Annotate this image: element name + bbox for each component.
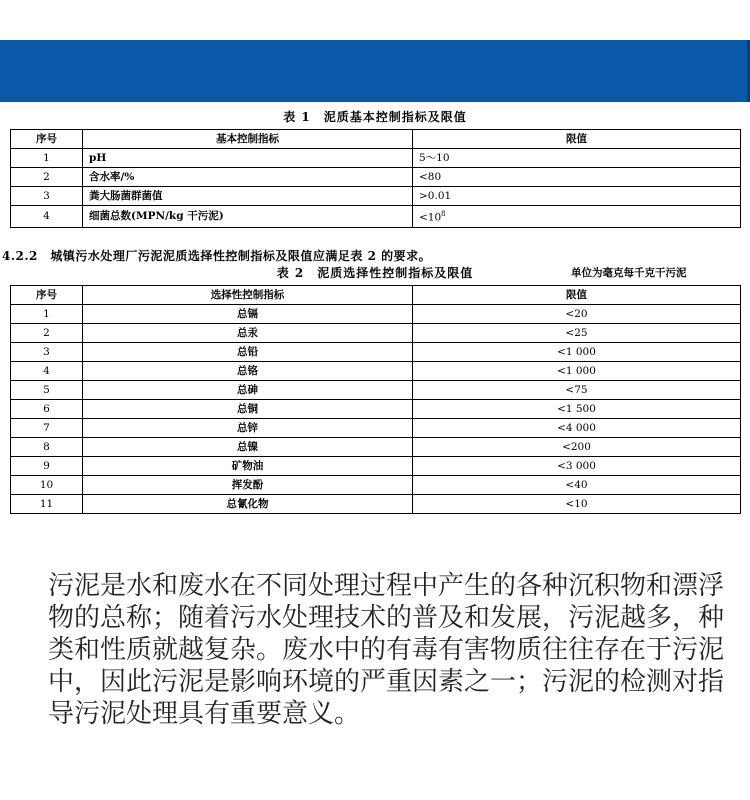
row-index: 5 — [11, 381, 83, 400]
table1-header-indicator: 基本控制指标 — [83, 130, 413, 149]
table-row — [11, 206, 741, 228]
row-indicator: 总镍 — [83, 438, 413, 457]
row-index: 2 — [11, 168, 83, 187]
table-row — [11, 343, 741, 362]
table2-caption: 表 2 泥质选择性控制指标及限值 — [276, 266, 474, 280]
row-index: 11 — [11, 495, 83, 514]
table-row — [11, 362, 741, 381]
table-row — [11, 168, 741, 187]
description-paragraph: 污泥是水和废水在不同处理过程中产生的各种沉积物和漂浮物的总称；随着污水处理技术的普及和发展，污泥越多，种类和性质就越复杂。废水中的有毒有害物质往往存在于污泥中，因此污泥是影响环境的严重因素之一；污泥的检测对指导污泥处理具有重要意义。 — [48, 571, 725, 729]
table1 — [10, 129, 741, 228]
row-limit: <1 000 — [413, 362, 741, 381]
table2-header-index: 序号 — [11, 286, 83, 305]
row-index: 1 — [11, 305, 83, 324]
table-row — [11, 305, 741, 324]
row-index: 3 — [11, 343, 83, 362]
row-indicator: 总镉 — [83, 305, 413, 324]
table1-header-index: 序号 — [11, 130, 83, 149]
row-limit: 5～10 — [413, 149, 741, 168]
row-index: 6 — [11, 400, 83, 419]
row-indicator: 总砷 — [83, 381, 413, 400]
table-row — [11, 495, 741, 514]
row-index: 4 — [11, 206, 83, 228]
row-indicator: 总铬 — [83, 362, 413, 381]
table-row — [11, 400, 741, 419]
table1-caption: 表 1 泥质基本控制指标及限值 — [283, 110, 467, 124]
row-limit: <3 000 — [413, 457, 741, 476]
header-banner — [0, 40, 750, 102]
row-limit: >0.01 — [413, 187, 741, 206]
row-limit: <4 000 — [413, 419, 741, 438]
row-indicator: 矿物油 — [83, 457, 413, 476]
limit-base: <10 — [419, 211, 442, 224]
row-limit: <10 — [413, 495, 741, 514]
row-index: 10 — [11, 476, 83, 495]
row-limit: <20 — [413, 305, 741, 324]
row-index: 2 — [11, 324, 83, 343]
table-row — [11, 149, 741, 168]
clause-text: 4.2.2 城镇污水处理厂污泥泥质选择性控制指标及限值应满足表 2 的要求。 — [2, 249, 432, 263]
row-indicator: 总汞 — [83, 324, 413, 343]
row-indicator: 粪大肠菌群菌值 — [83, 187, 413, 206]
table-row — [11, 438, 741, 457]
row-index: 8 — [11, 438, 83, 457]
row-limit: <1 000 — [413, 343, 741, 362]
table-row — [11, 381, 741, 400]
row-index: 1 — [11, 149, 83, 168]
row-limit — [413, 206, 741, 228]
row-index: 4 — [11, 362, 83, 381]
table2 — [10, 285, 741, 514]
table-row — [11, 457, 741, 476]
row-limit: <25 — [413, 324, 741, 343]
row-indicator: 细菌总数(MPN/kg 干污泥) — [83, 206, 413, 228]
table-row — [11, 187, 741, 206]
row-limit: <1 500 — [413, 400, 741, 419]
row-limit: <75 — [413, 381, 741, 400]
row-indicator: 总铜 — [83, 400, 413, 419]
row-indicator: 总铅 — [83, 343, 413, 362]
row-indicator: 总氰化物 — [83, 495, 413, 514]
row-indicator: 挥发酚 — [83, 476, 413, 495]
row-indicator: 含水率/% — [83, 168, 413, 187]
table2-unit: 单位为毫克每千克干污泥 — [571, 267, 687, 279]
row-indicator: pH — [83, 149, 413, 168]
table-row — [11, 419, 741, 438]
table1-header-row — [11, 130, 741, 149]
table-row — [11, 476, 741, 495]
limit-exponent: 8 — [441, 210, 446, 218]
row-indicator: 总锌 — [83, 419, 413, 438]
row-index: 7 — [11, 419, 83, 438]
table2-header-limit: 限值 — [413, 286, 741, 305]
row-index: 3 — [11, 187, 83, 206]
row-limit: <200 — [413, 438, 741, 457]
table2-header-indicator: 选择性控制指标 — [83, 286, 413, 305]
table1-header-limit: 限值 — [413, 130, 741, 149]
row-limit: <40 — [413, 476, 741, 495]
table2-header-row — [11, 286, 741, 305]
table-row — [11, 324, 741, 343]
row-limit: <80 — [413, 168, 741, 187]
row-index: 9 — [11, 457, 83, 476]
